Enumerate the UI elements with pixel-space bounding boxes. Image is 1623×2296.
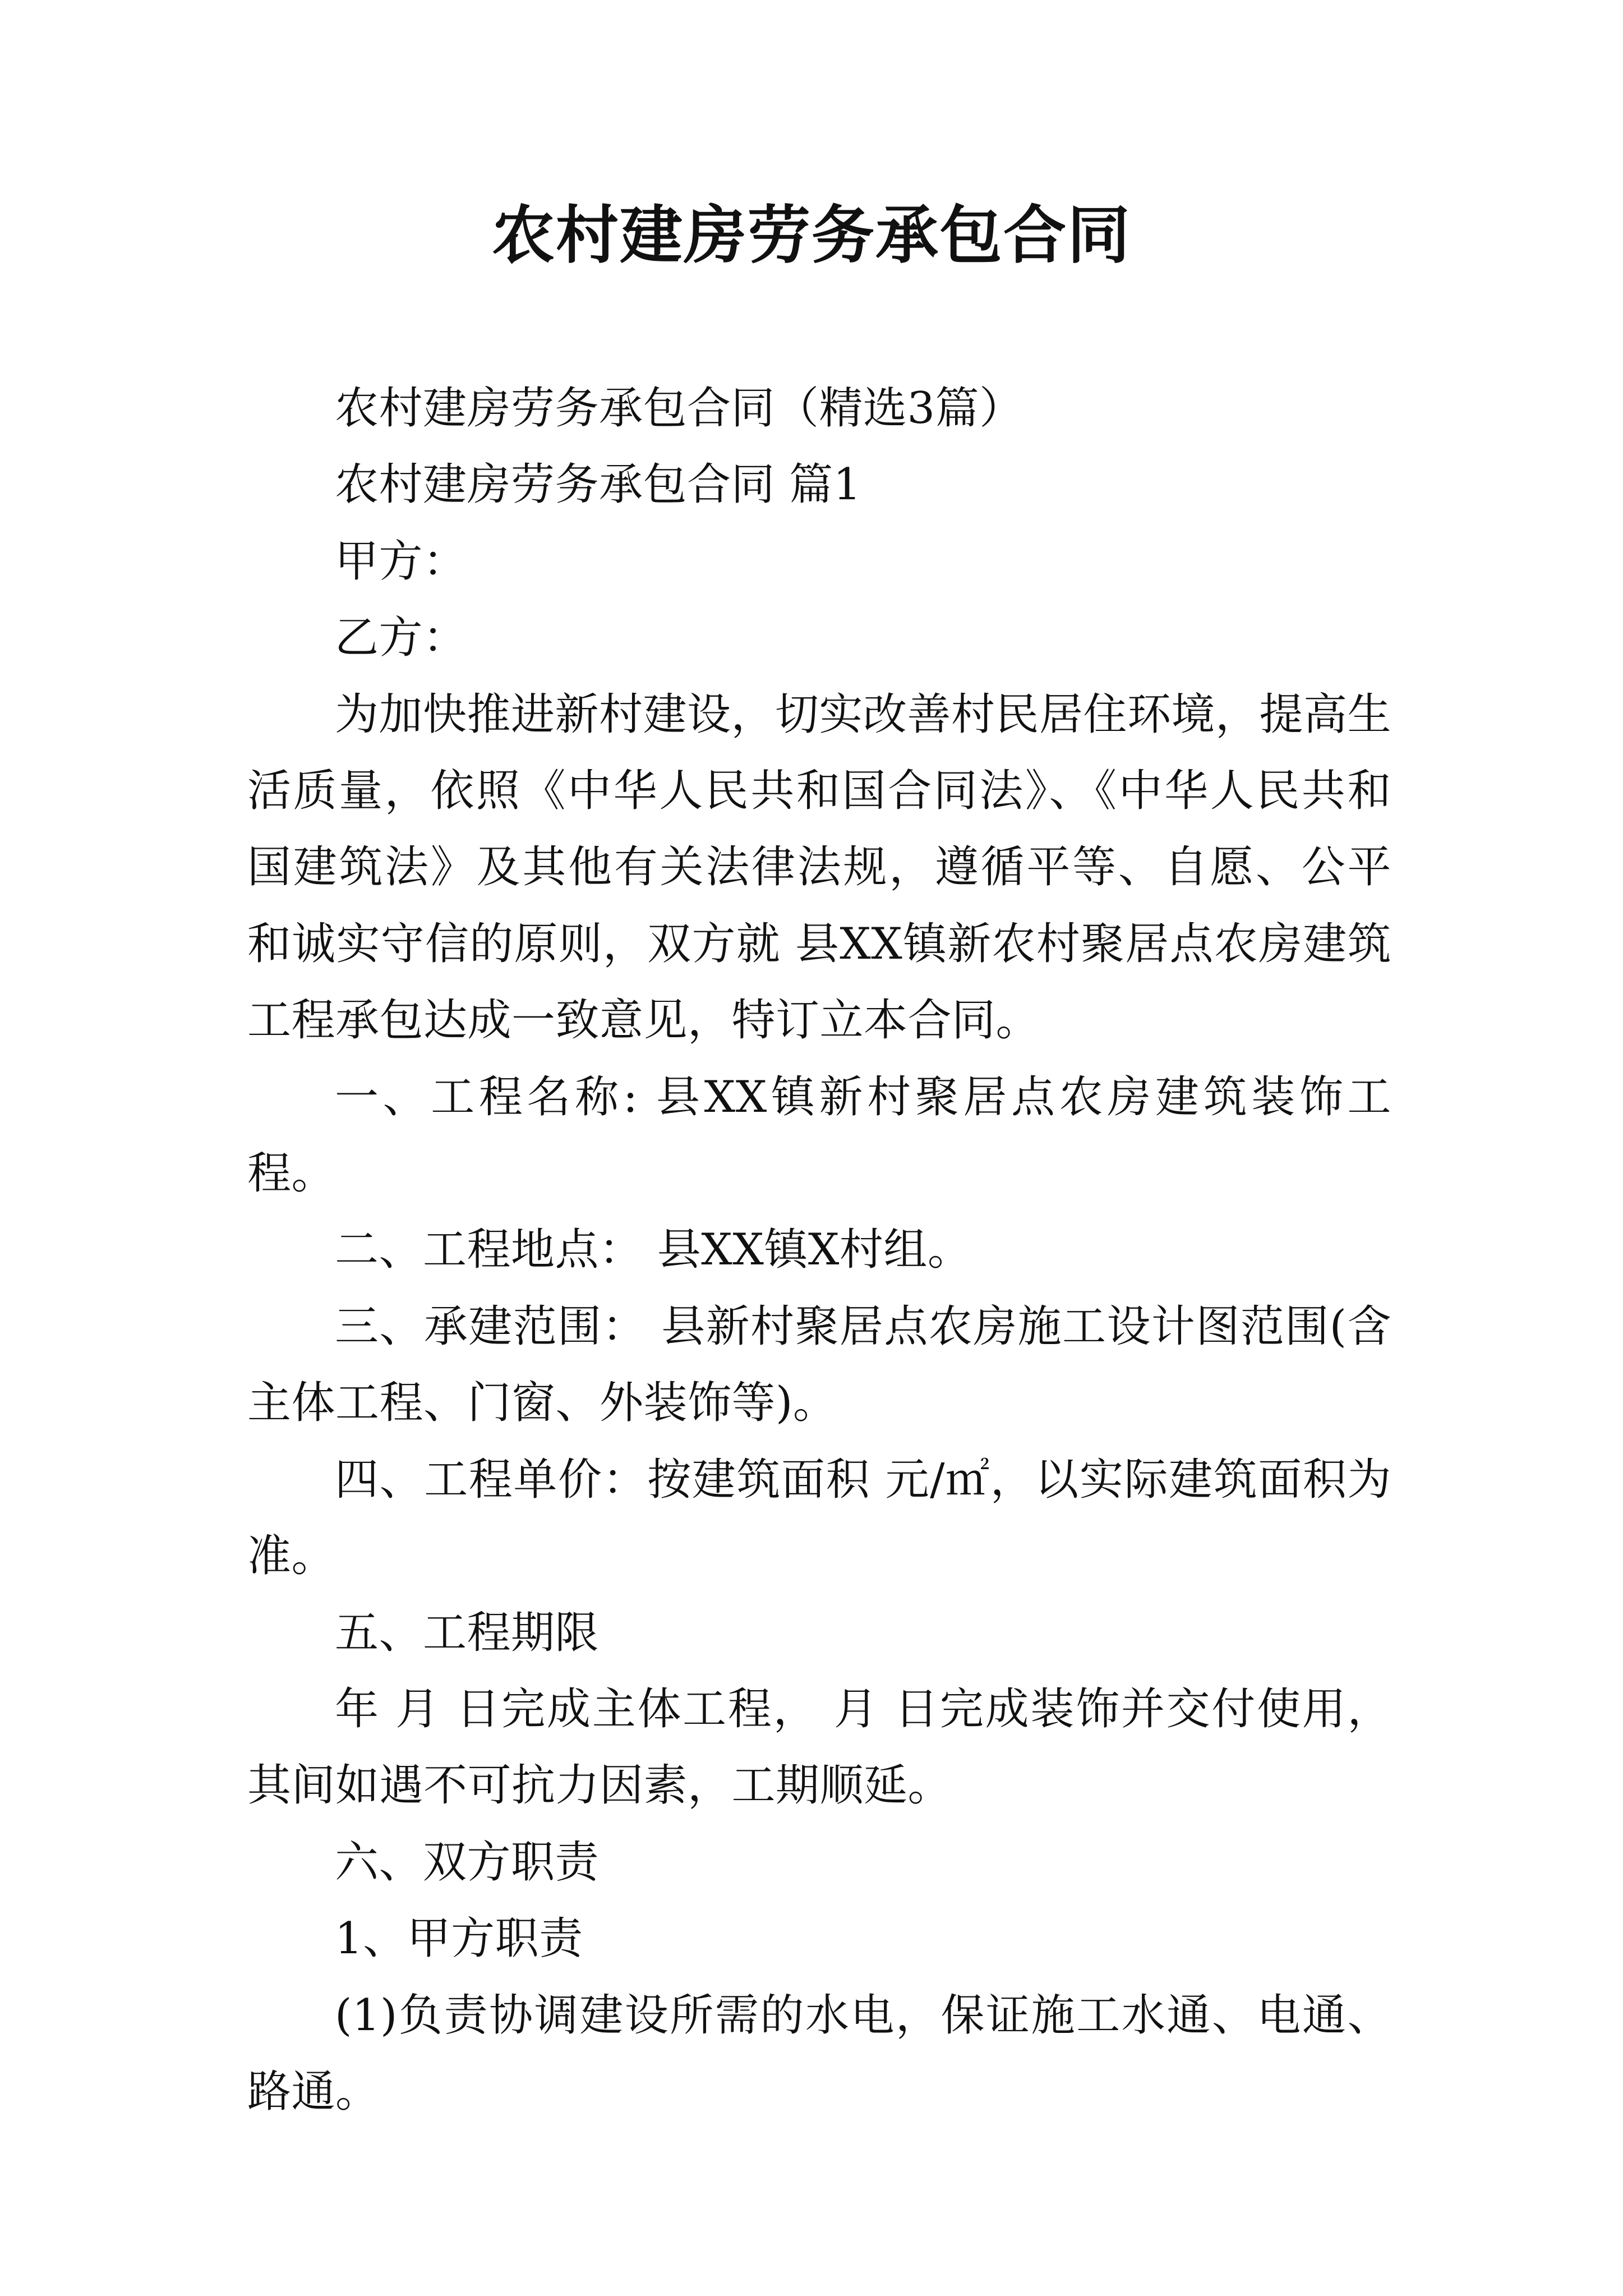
paragraph-term-heading: 五、工程期限 <box>335 1607 600 1658</box>
paragraph-party-a: 甲方： <box>335 536 467 587</box>
document-title: 农村建房劳务承包合同 <box>492 199 1131 272</box>
paragraph-duty-1: (1)负责协调建设所需的水电，保证施工水通、电通、路通。 <box>247 1990 1391 2117</box>
paragraph-subtitle: 农村建房劳务承包合同（精选3篇） <box>335 383 1023 434</box>
paragraph-term: 年 月 日完成主体工程， 月 日完成装饰并交付使用，其间如遇不可抗力因素，工期顺延。 <box>247 1683 1391 1811</box>
paragraph-section-heading: 农村建房劳务承包合同 篇1 <box>335 459 861 510</box>
paragraph-scope: 三、承建范围： 县新村聚居点农房施工设计图范围(含主体工程、门窗、外装饰等)。 <box>247 1301 1391 1429</box>
paragraph-unit-price: 四、工程单价：按建筑面积 元/㎡，以实际建筑面积为准。 <box>247 1454 1391 1582</box>
document-body <box>247 370 1391 2130</box>
paragraph-party-a-duties: 1、甲方职责 <box>335 1913 583 1964</box>
paragraph-preamble: 为加快推进新村建设，切实改善村民居住环境，提高生活质量，依照《中华人民共和国合同法》、《中华人民共和国建筑法》及其他有关法律法规，遵循平等、自愿、公平和诚实守信的原则，双方就 县XX镇新农村聚居点农房建筑工程承包达成一致意见，特订立本合同。 <box>247 689 1392 1046</box>
paragraph-party-b: 乙方： <box>335 613 467 664</box>
paragraph-project-location: 二、工程地点： 县XX镇X村组。 <box>335 1225 972 1276</box>
paragraph-project-name: 一、工程名称: 县XX镇新村聚居点农房建筑装饰工程。 <box>247 1071 1391 1199</box>
paragraph-duties-heading: 六、双方职责 <box>335 1837 600 1888</box>
